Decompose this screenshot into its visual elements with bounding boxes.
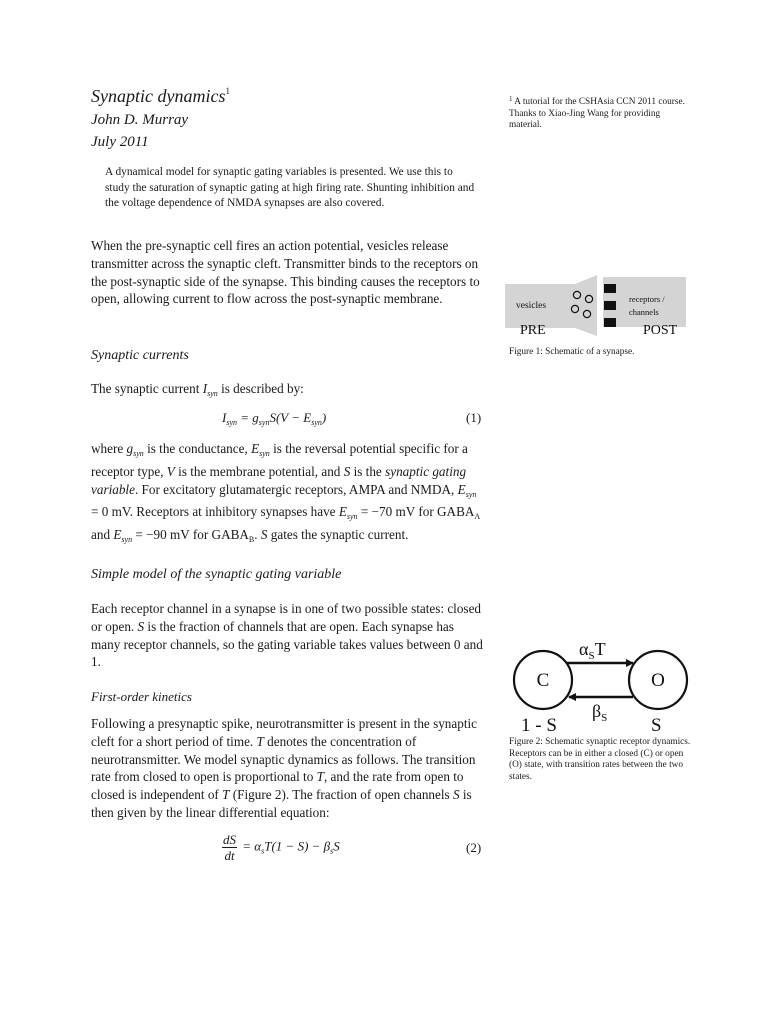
receptors-label: receptors /	[629, 294, 665, 304]
abstract: A dynamical model for synaptic gating variables is presented. We use this to study the saturation of synaptic gating at high firing rate. Shunting inhibition and the voltage dependence of NMDA synapses are also covered.	[105, 166, 475, 210]
open-fraction-label: S	[651, 715, 662, 735]
equation-2-number: (2)	[466, 840, 482, 855]
model-paragraph-2: Following a presynaptic spike, neurotransmitter is present in the synaptic cleft for a short period of time. T denotes the concentration of neurotransmitter. We model synaptic dynamics as follows. The transition rate from closed to open is proportional to T, and the rate from open to closed is independent of T (Figure 2). The fraction of open channels S is then given by the linear differential equation:	[91, 716, 478, 820]
post-label: POST	[643, 323, 678, 338]
section-heading-simple-model: Simple model of the synaptic gating variable	[91, 567, 342, 582]
receptor	[604, 318, 616, 327]
current-description: where $g_{syn}$ is the conductance, $E_{syn}$ is the reversal potential specific for a receptor type, V is the membrane potential, and S is the synaptic gating variable. For excitatory glutamatergic receptors, AMPA and NMDA, $E_{syn} = 0$ mV. Receptors at inhibitory synapses have $E_{syn} = -70$ mV for $GABA_A$ and $E_{syn} = -90$ mV for $GABA_B$. S gates the synaptic current.	[91, 441, 481, 545]
receptor-state-diagram	[505, 635, 695, 735]
equation-1-number: (1)	[466, 410, 482, 425]
equation-2: $\frac{dS}{dt}$ = $\alpha_sT(1 - S) - \beta_sS$	[223, 832, 340, 863]
receptor	[604, 301, 616, 310]
sidenote: $^1$ A tutorial for the CSHAsia CCN 2011 course. Thanks to Xiao-Jing Wang for providing material.	[509, 95, 685, 131]
alpha-label: $\alpha_ST$	[579, 639, 606, 662]
intro-paragraph: When the pre-synaptic cell fires an action potential, vesicles release transmitter across the synaptic cleft. Transmitter binds to the receptors on the post-synaptic side of the synapse. This binding causes the receptors to open, allowing current to flow across the post-synaptic membrane.	[91, 238, 480, 307]
closed-fraction-label: 1 - S	[521, 715, 557, 735]
figure-2-caption: Figure 2: Schematic synaptic receptor dynamics. Receptors can be in either a closed (C) or open (O) state, with transition rates between the two states.	[509, 737, 691, 782]
footnote-mark: 1	[225, 86, 230, 96]
equation-1: $I_{syn} = g_{syn}S(V - E_{syn})$	[222, 410, 327, 427]
section-heading-synaptic-currents: Synaptic currents	[91, 348, 189, 363]
current-intro: The synaptic current $I_{syn}$ is described by:	[91, 381, 304, 398]
beta-label: $\beta_S$	[592, 701, 608, 724]
model-paragraph-1: Each receptor channel in a synapse is in one of two possible states: closed or open. S is the fraction of channels that are open. Each synapse has many receptor channels, so the gating variable takes values between 0 and 1.	[91, 601, 483, 670]
pre-label: PRE	[520, 323, 546, 338]
figure-1-caption: Figure 1: Schematic of a synapse.	[509, 347, 635, 357]
channels-label: channels	[629, 307, 659, 317]
receptor	[604, 284, 616, 293]
vesicles-label: vesicles	[516, 301, 547, 311]
synapse-schematic	[505, 272, 695, 340]
page-title: Synaptic dynamics$^1$	[91, 86, 230, 106]
closed-state-label: C	[536, 670, 550, 691]
subsection-heading-first-order: First-order kinetics	[91, 689, 192, 704]
open-state-label: O	[651, 670, 665, 691]
date: July 2011	[91, 134, 149, 150]
author: John D. Murray	[91, 112, 189, 128]
